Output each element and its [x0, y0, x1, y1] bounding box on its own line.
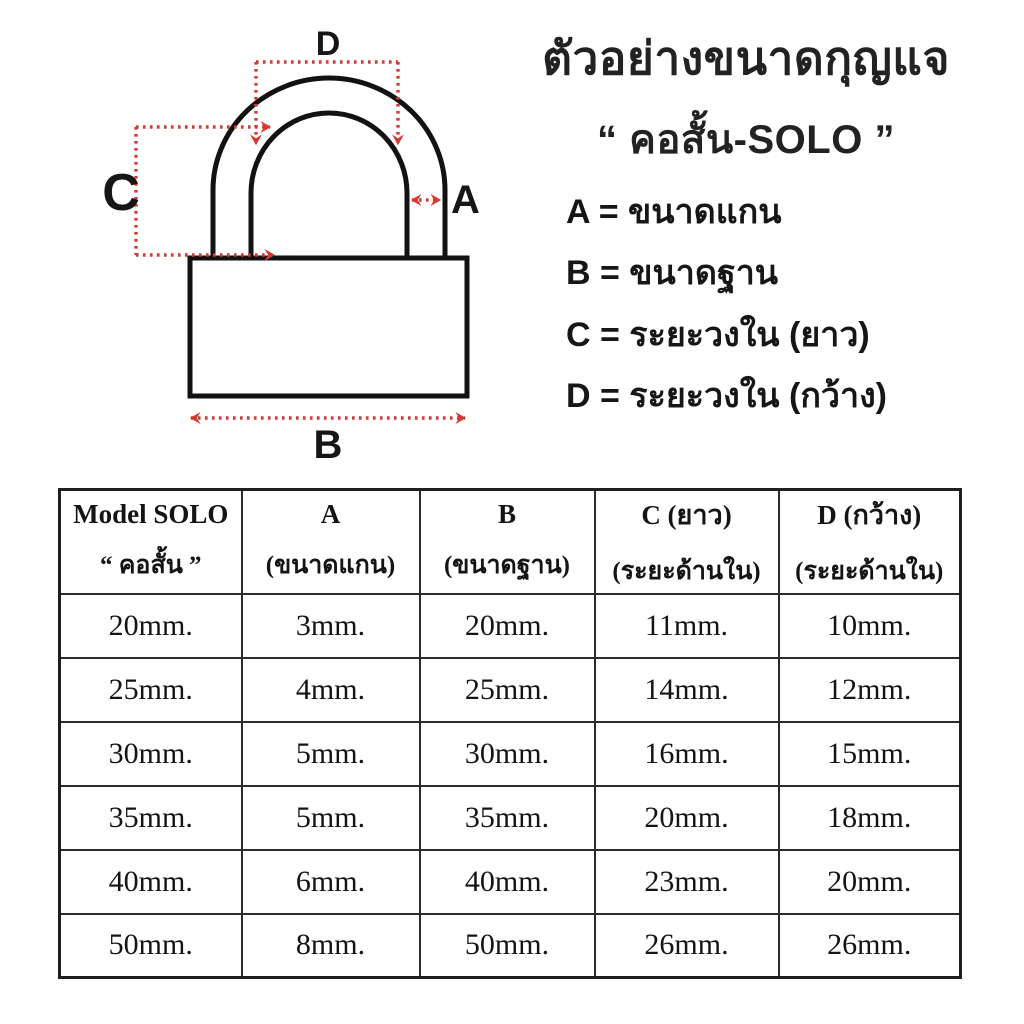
- column-header-a: [242, 490, 420, 594]
- legend-item-d: D = ระยะวงใน (กว้าง): [566, 377, 888, 416]
- spec-cell-a: 5mm.: [242, 722, 420, 786]
- spec-cell-b: 35mm.: [420, 786, 595, 850]
- spec-cell-b: 40mm.: [420, 850, 595, 914]
- spec-cell-a: 3mm.: [242, 594, 420, 658]
- column-header-line2: (ขนาดแกน): [265, 551, 396, 579]
- spec-cell-a: 5mm.: [242, 786, 420, 850]
- column-header-line2: (ขนาดฐาน): [443, 551, 571, 579]
- spec-cell-model: 40mm.: [60, 850, 242, 914]
- legend-item-a: A = ขนาดแกน: [566, 193, 782, 231]
- table-header-row: [60, 490, 961, 594]
- column-header-d: [779, 490, 961, 594]
- dimension-legend: [566, 192, 887, 438]
- spec-cell-d: 20mm.: [779, 850, 961, 914]
- dim-label-b: B: [313, 423, 343, 467]
- dim-label-c: C: [102, 164, 140, 222]
- legend-item-b: B = ขนาดฐาน: [566, 254, 779, 293]
- page-title: ตัวอย่างขนาดกุญแจ: [542, 32, 950, 84]
- spec-cell-model: 20mm.: [60, 594, 242, 658]
- column-header-line1: D (กว้าง): [817, 499, 922, 530]
- spec-cell-model: 30mm.: [60, 722, 242, 786]
- table-row: [60, 850, 961, 914]
- spec-cell-d: 26mm.: [779, 914, 961, 978]
- table-row: [60, 658, 961, 722]
- column-header-line2: (ระยะด้านใน): [795, 557, 944, 585]
- spec-cell-b: 20mm.: [420, 594, 595, 658]
- spec-cell-d: 18mm.: [779, 786, 961, 850]
- table-row: [60, 914, 961, 978]
- spec-cell-b: 50mm.: [420, 914, 595, 978]
- spec-table: [58, 488, 962, 979]
- column-header-line2: “ คอสั้น ”: [99, 551, 202, 579]
- table-row: [60, 722, 961, 786]
- spec-cell-a: 8mm.: [242, 914, 420, 978]
- spec-cell-c: 11mm.: [595, 594, 779, 658]
- spec-cell-d: 12mm.: [779, 658, 961, 722]
- spec-cell-model: 35mm.: [60, 786, 242, 850]
- table-row: [60, 786, 961, 850]
- spec-cell-b: 25mm.: [420, 658, 595, 722]
- padlock-dimension-diagram: [55, 10, 525, 475]
- dim-label-d: D: [315, 25, 341, 63]
- column-header-line1: C (ยาว): [641, 499, 732, 530]
- spec-cell-d: 15mm.: [779, 722, 961, 786]
- table-row: [60, 594, 961, 658]
- column-header-line2: (ระยะด้านใน): [612, 557, 761, 585]
- shackle-inner-outline: [251, 113, 407, 262]
- spec-cell-c: 16mm.: [595, 722, 779, 786]
- spec-cell-a: 4mm.: [242, 658, 420, 722]
- legend-item-c: C = ระยะวงใน (ยาว): [566, 315, 870, 354]
- spec-cell-d: 10mm.: [779, 594, 961, 658]
- dim-label-a: A: [451, 178, 480, 222]
- column-header-line1: B: [497, 498, 516, 529]
- spec-cell-model: 25mm.: [60, 658, 242, 722]
- spec-cell-c: 26mm.: [595, 914, 779, 978]
- spec-cell-b: 30mm.: [420, 722, 595, 786]
- spec-cell-c: 14mm.: [595, 658, 779, 722]
- column-header-model: [60, 490, 242, 594]
- shackle-outer-outline: [213, 78, 445, 262]
- padlock-body: [190, 258, 467, 396]
- column-header-c: [595, 490, 779, 594]
- title-block: [500, 32, 992, 171]
- column-header-line1: A: [320, 498, 341, 529]
- spec-cell-model: 50mm.: [60, 914, 242, 978]
- page-subtitle: “ คอสั้น-SOLO ”: [597, 117, 895, 162]
- column-header-line1: Model SOLO: [73, 498, 229, 529]
- spec-cell-c: 20mm.: [595, 786, 779, 850]
- column-header-b: [420, 490, 595, 594]
- spec-cell-c: 23mm.: [595, 850, 779, 914]
- spec-cell-a: 6mm.: [242, 850, 420, 914]
